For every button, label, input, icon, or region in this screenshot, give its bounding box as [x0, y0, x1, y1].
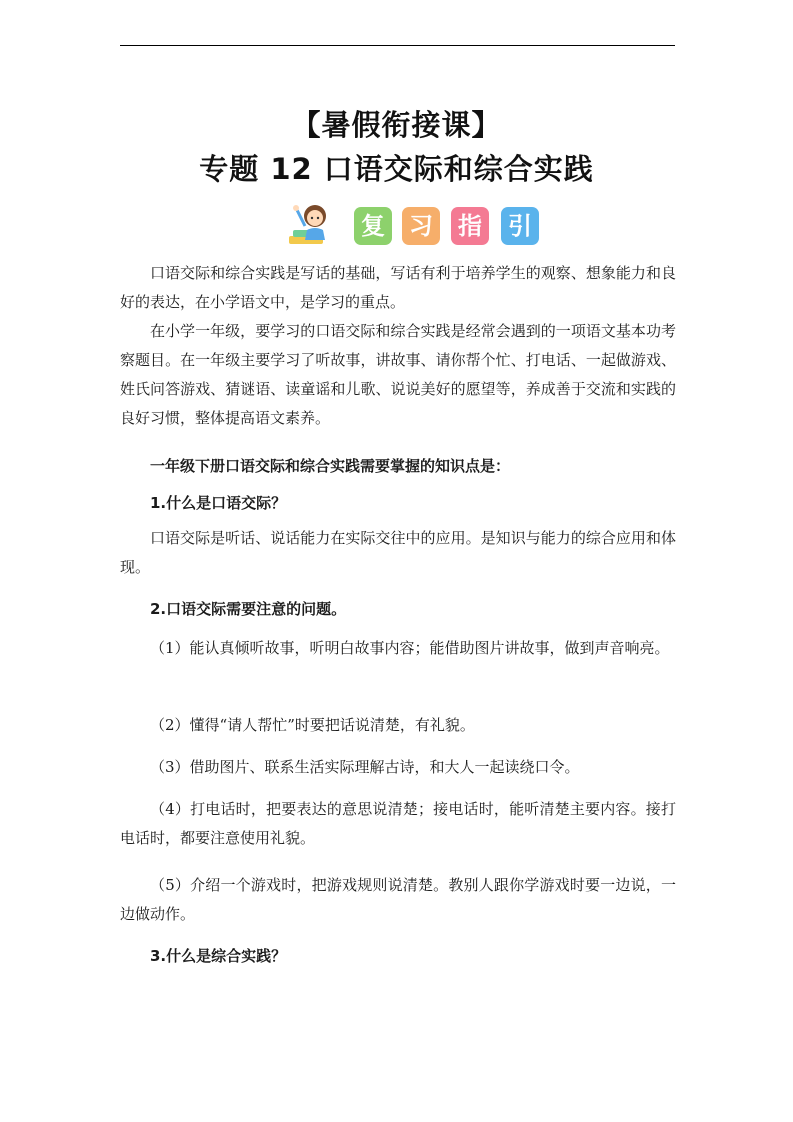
tile-zhi: 指	[451, 207, 489, 245]
definition-paragraph: 口语交际是听话、说话能力在实际交往中的应用。是知识与能力的综合应用和体现。	[120, 529, 676, 576]
section-heading-main: 一年级下册口语交际和综合实践需要掌握的知识点是：	[150, 457, 511, 475]
page-title-bracket: 【暑假衔接课】	[291, 108, 502, 142]
tile-fu: 复	[354, 207, 392, 245]
intro-paragraph: 口语交际和综合实践是写话的基础，写话有利于培养学生的观察、想象能力和良好的表达，在小学语文中，是学习的重点。	[120, 264, 676, 311]
student-reading-icon	[285, 200, 345, 250]
section-heading-3: 3.什么是综合实践？	[150, 947, 287, 965]
section-heading-1: 1.什么是口语交际？	[150, 494, 287, 512]
tile-xi: 习	[402, 207, 440, 245]
section-heading-2: 2.口语交际需要注意的问题。	[150, 600, 347, 618]
header-rule	[120, 45, 675, 46]
review-guide-banner	[285, 200, 545, 250]
list-item: （5）介绍一个游戏时，把游戏规则说清楚。教别人跟你学游戏时要一边说，一边做动作。	[120, 876, 676, 923]
tile-yin: 引	[501, 207, 539, 245]
list-item: （3）借助图片、联系生活实际理解古诗，和大人一起读绕口令。	[150, 758, 580, 776]
page-title: 专题 12 口语交际和综合实践	[199, 152, 594, 186]
list-item: （1）能认真倾听故事，听明白故事内容；能借助图片讲故事，做到声音响亮。	[150, 639, 670, 657]
grade-paragraph: 在小学一年级，要学习的口语交际和综合实践是经常会遇到的一项语文基本功考察题目。在一年级主要学习了听故事，讲故事、请你帮个忙、打电话、一起做游戏、姓氏问答游戏、猜谜语、读童谣和儿歌、说说美好的愿望等，养成善于交流和实践的良好习惯，整体提高语文素养。	[120, 322, 676, 427]
list-item: （4）打电话时，把要表达的意思说清楚；接电话时，能听清楚主要内容。接打电话时，都要注意使用礼貌。	[120, 800, 676, 847]
list-item: （2）懂得“请人帮忙”时要把话说清楚，有礼貌。	[150, 716, 475, 734]
